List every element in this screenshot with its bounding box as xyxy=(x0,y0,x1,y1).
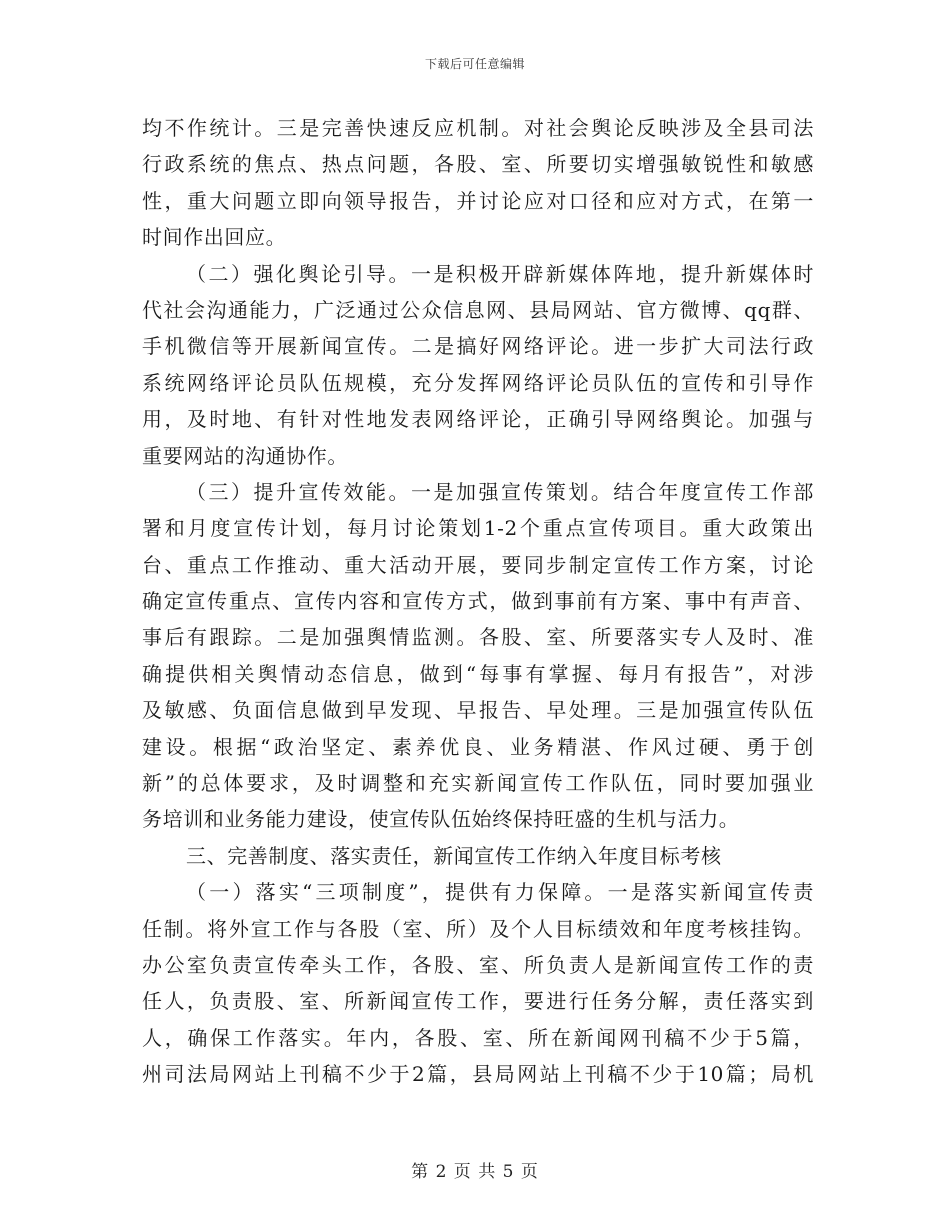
body-line: 台、重点工作推动、重大活动开展，要同步制定宣传工作方案，讨论 xyxy=(142,552,814,577)
page-header-note: 下载后可任意编辑 xyxy=(424,57,525,71)
body-line: 署和月度宣传计划，每月讨论策划1-2个重点宣传项目。重大政策出 xyxy=(142,516,814,541)
page-number: 第 2 页 共 5 页 xyxy=(411,1162,539,1182)
body-line: 系统网络评论员队伍规模，充分发挥网络评论员队伍的宣传和引导作 xyxy=(142,370,814,395)
body-line: 新”的总体要求，及时调整和充实新闻宣传工作队伍，同时要加强业 xyxy=(142,771,814,796)
body-line: 州司法局网站上刊稿不少于2篇，县局网站上刊稿不少于10篇；局机 xyxy=(142,1062,814,1087)
body-line: 三、完善制度、落实责任，新闻宣传工作纳入年度目标考核 xyxy=(186,843,722,868)
body-line: 办公室负责宣传牵头工作，各股、室、所负责人是新闻宣传工作的责 xyxy=(142,952,814,977)
body-line: （二）强化舆论引导。一是积极开辟新媒体阵地，提升新媒体时 xyxy=(186,261,814,286)
body-line: 手机微信等开展新闻宣传。二是搞好网络评论。进一步扩大司法行政 xyxy=(142,334,814,359)
body-line: 代社会沟通能力，广泛通过公众信息网、县局网站、官方微博、qq群、 xyxy=(142,297,814,322)
document-body xyxy=(142,110,814,1093)
body-line: （一）落实“三项制度”，提供有力保障。一是落实新闻宣传责 xyxy=(186,880,814,905)
body-line: 事后有跟踪。二是加强舆情监测。各股、室、所要落实专人及时、准 xyxy=(142,625,814,650)
body-line: 均不作统计。三是完善快速反应机制。对社会舆论反映涉及全县司法 xyxy=(142,116,814,140)
body-line: 性，重大问题立即向领导报告，并讨论应对口径和应对方式，在第一 xyxy=(142,188,814,213)
body-line: 建设。根据“政治坚定、素养优良、业务精湛、作风过硬、勇于创 xyxy=(142,734,814,759)
body-line: 时间作出回应。 xyxy=(142,225,287,250)
body-line: 重要网站的沟通协作。 xyxy=(142,443,348,468)
body-line: 行政系统的焦点、热点问题，各股、室、所要切实增强敏锐性和敏感 xyxy=(142,152,814,177)
body-line: （三）提升宣传效能。一是加强宣传策划。结合年度宣传工作部 xyxy=(186,479,814,504)
body-line: 及敏感、负面信息做到早发现、早报告、早处理。三是加强宣传队伍 xyxy=(142,698,814,723)
body-line: 任制。将外宣工作与各股（室、所）及个人目标绩效和年度考核挂钩。 xyxy=(142,916,814,941)
body-line: 用，及时地、有针对性地发表网络评论，正确引导网络舆论。加强与 xyxy=(142,407,814,432)
body-line: 确提供相关舆情动态信息，做到“每事有掌握、每月有报告”，对涉 xyxy=(142,661,814,686)
body-line: 确定宣传重点、宣传内容和宣传方式，做到事前有方案、事中有声音、 xyxy=(142,589,814,614)
body-line: 任人，负责股、室、所新闻宣传工作，要进行任务分解，责任落实到 xyxy=(142,989,814,1014)
body-line: 人，确保工作落实。年内，各股、室、所在新闻网刊稿不少于5篇， xyxy=(142,1025,814,1050)
body-line: 务培训和业务能力建设，使宣传队伍始终保持旺盛的生机与活力。 xyxy=(142,807,740,832)
